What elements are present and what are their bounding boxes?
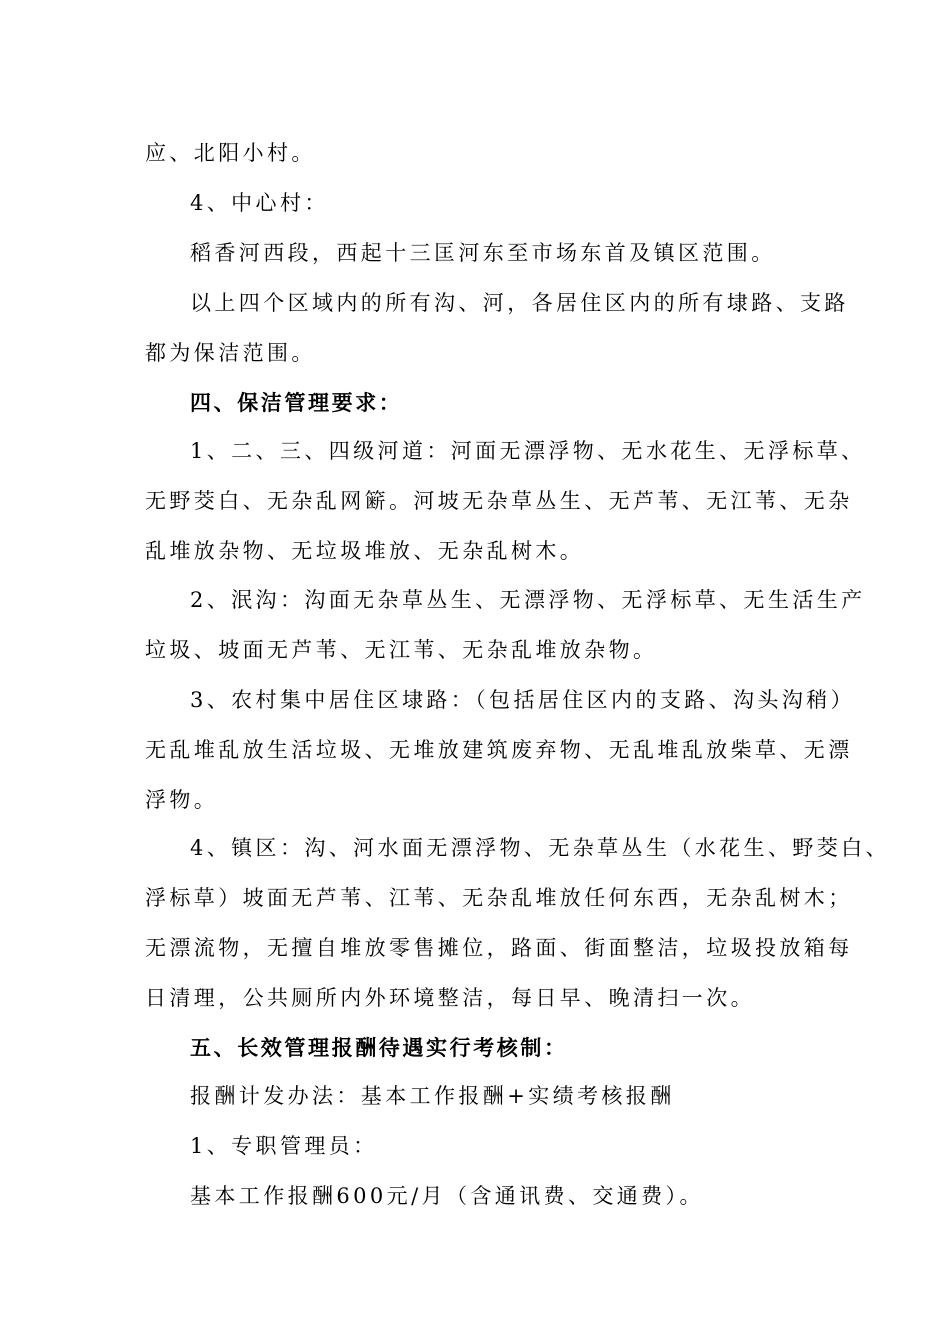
text-line: 1、二、三、四级河道：河面无漂浮物、无水花生、无浮标草、 — [190, 439, 866, 463]
text-line: 4、镇区：沟、河水面无漂浮物、无杂草丛生（水花生、野茭白、 — [190, 836, 890, 860]
section-heading: 四、保洁管理要求： — [190, 391, 403, 415]
text-line: 日清理，公共厕所内外环境整洁，每日早、晚清扫一次。 — [145, 986, 755, 1010]
text-line: 报酬计发办法：基本工作报酬+实绩考核报酬 — [190, 1084, 675, 1108]
text-line: 都为保洁范围。 — [145, 341, 316, 365]
text-line: 浮标草）坡面无芦苇、江苇、无杂乱堆放任何东西，无杂乱树木； — [145, 886, 853, 910]
text-line: 1、专职管理员： — [190, 1134, 378, 1158]
section-heading: 五、长效管理报酬待遇实行考核制： — [190, 1036, 568, 1060]
text-line: 应、北阳小村。 — [145, 141, 316, 165]
text-line: 以上四个区域内的所有沟、河，各居住区内的所有埭路、支路 — [190, 291, 849, 315]
text-line: 无野茭白、无杂乱网簖。河坡无杂草丛生、无芦苇、无江苇、无杂 — [145, 489, 853, 513]
text-line: 浮物。 — [145, 788, 219, 812]
text-line: 4、中心村： — [190, 191, 329, 215]
text-line: 垃圾、坡面无芦苇、无江苇、无杂乱堆放杂物。 — [145, 638, 658, 662]
text-line: 基本工作报酬600元/月（含通讯费、交通费）。 — [190, 1184, 704, 1208]
text-line: 2、泯沟：沟面无杂草丛生、无漂浮物、无浮标草、无生活生产 — [190, 588, 866, 612]
text-line: 3、农村集中居住区埭路：（包括居住区内的支路、沟头沟稍） — [190, 688, 856, 712]
text-line: 无乱堆乱放生活垃圾、无堆放建筑废弃物、无乱堆乱放柴草、无漂 — [145, 738, 853, 762]
text-line: 乱堆放杂物、无垃圾堆放、无杂乱树木。 — [145, 539, 585, 563]
text-line: 无漂流物，无擅自堆放零售摊位，路面、街面整洁，垃圾投放箱每 — [145, 936, 853, 960]
text-line: 稻香河西段，西起十三匡河东至市场东首及镇区范围。 — [190, 241, 776, 265]
